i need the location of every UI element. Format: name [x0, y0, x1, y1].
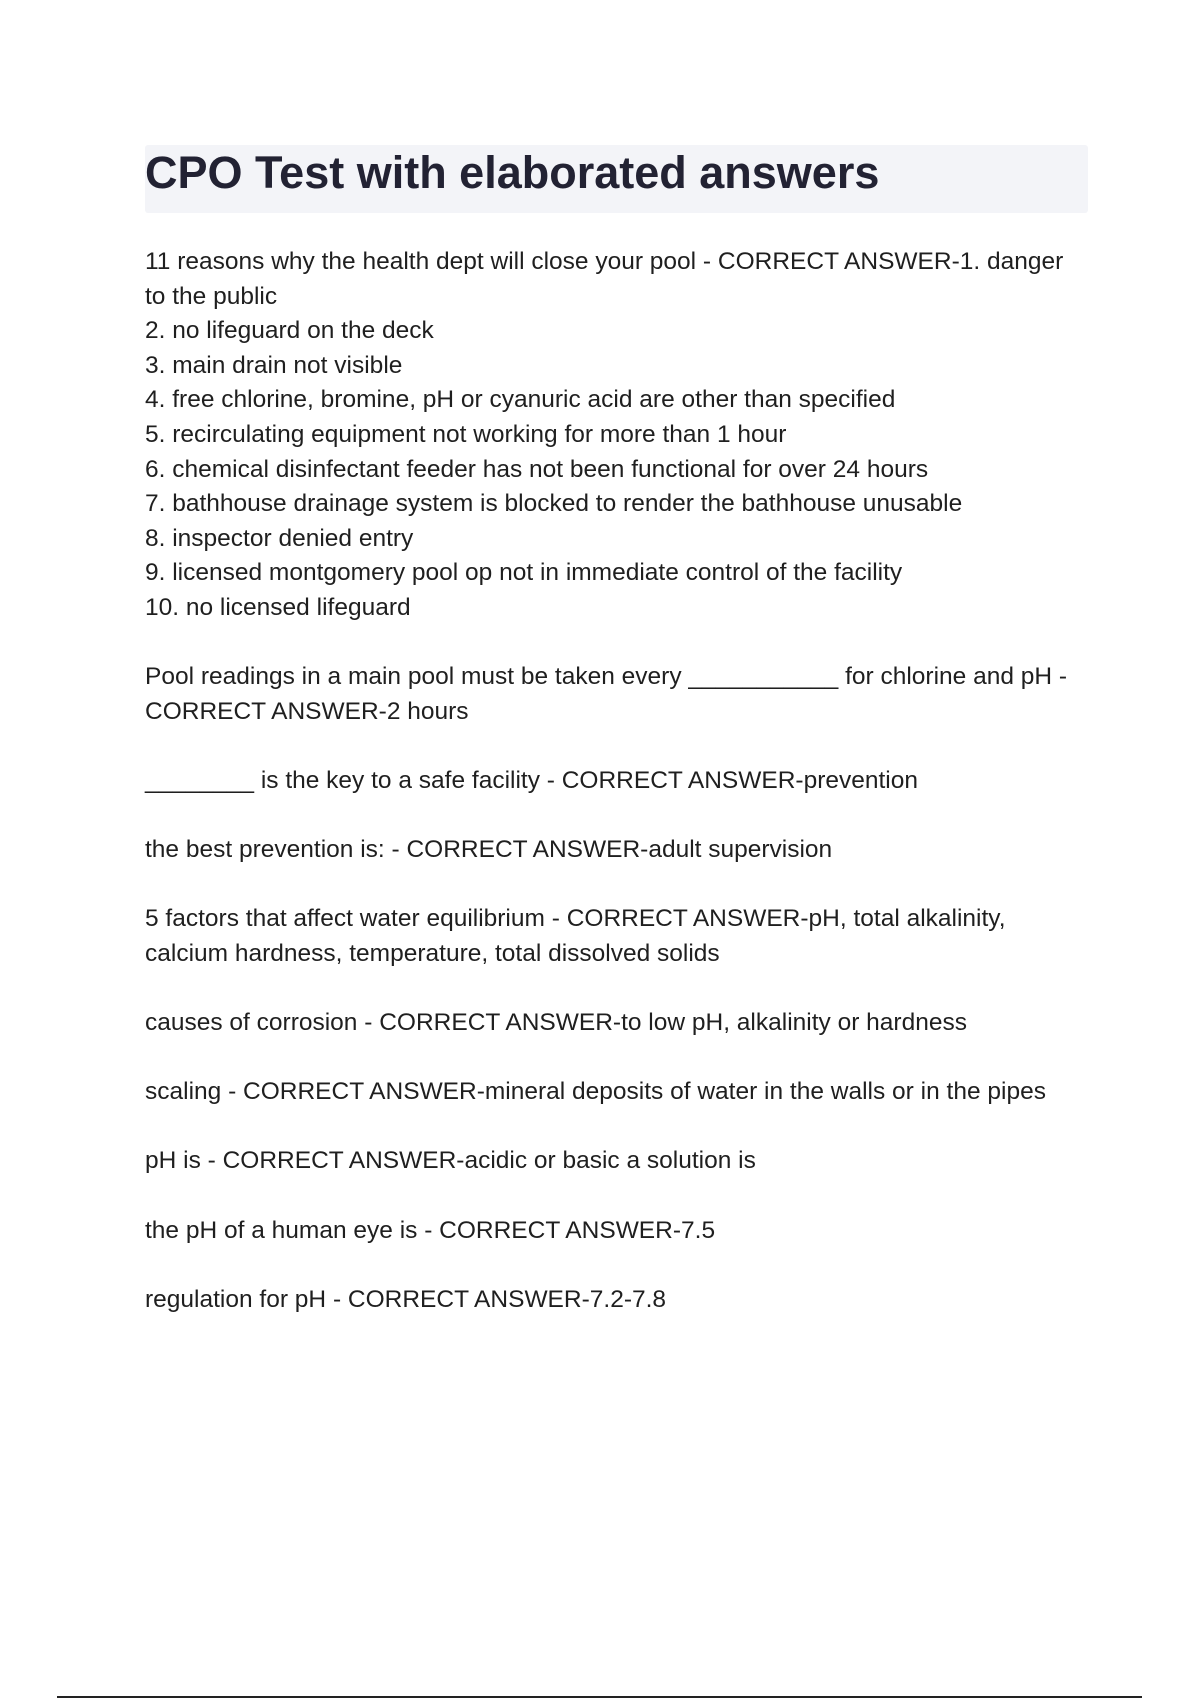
- answer-text: 7.5: [681, 1216, 716, 1244]
- answer-separator: - CORRECT ANSWER-: [544, 905, 809, 933]
- answer-text: adult supervision: [648, 836, 833, 864]
- qa-item: [145, 1006, 1085, 1041]
- qa-item: [145, 660, 1085, 729]
- page-title: CPO Test with elaborated answers: [145, 147, 880, 198]
- question-text: pH is: [145, 1147, 201, 1175]
- answer-text: 2 hours: [386, 697, 469, 725]
- answer-list-item: 7. bathhouse drainage system is blocked to render the bathhouse unusable: [145, 490, 963, 518]
- qa-item: [145, 245, 1085, 626]
- answer-list-item: 4. free chlorine, bromine, pH or cyanuric acid are other than specified: [145, 386, 896, 414]
- answer-list-item: 10. no licensed lifeguard: [145, 593, 411, 621]
- answer-separator: - CORRECT ANSWER-: [326, 1285, 590, 1313]
- question-text: the pH of a human eye is: [145, 1216, 418, 1244]
- answer-text: to low pH, alkalinity or hardness: [621, 1009, 967, 1037]
- answer-text: pH, total alkalinity, calcium hardness, temperature, total dissolved solids: [145, 905, 1006, 967]
- answer-text: acidic or basic a solution is: [464, 1147, 756, 1175]
- qa-item: [145, 902, 1085, 971]
- answer-text: 7.2-7.8: [589, 1285, 667, 1313]
- answer-separator: - CORRECT ANSWER-: [539, 766, 804, 794]
- qa-item: [145, 833, 1085, 868]
- question-text: ________ is the key to a safe facility: [145, 766, 540, 794]
- footer-divider: [57, 1696, 1142, 1698]
- answer-separator: - CORRECT ANSWER-: [384, 836, 649, 864]
- question-text: 5 factors that affect water equilibrium: [145, 905, 545, 933]
- answer-list-item: 8. inspector denied entry: [145, 524, 414, 552]
- answer-list-item: 2. no lifeguard on the deck: [145, 317, 434, 345]
- answer-list-item: 6. chemical disinfectant feeder has not been functional for over 24 hours: [145, 455, 929, 483]
- qa-item: [145, 1283, 1085, 1318]
- answer-separator: - CORRECT ANSWER-: [696, 248, 960, 275]
- answer-list-item: 3. main drain not visible: [145, 351, 403, 379]
- answer-list: [145, 314, 1085, 625]
- title-banner: [145, 145, 1088, 213]
- question-text: 11 reasons why the health dept will close your pool: [145, 248, 697, 275]
- question-text: causes of corrosion: [145, 1009, 358, 1037]
- question-text: Pool readings in a main pool must be taken every ___________ for chlorine and pH: [145, 663, 1053, 691]
- answer-separator: - CORRECT ANSWER-: [221, 1078, 485, 1106]
- answer-separator: - CORRECT ANSWER-: [145, 663, 1068, 725]
- qa-first-line: [145, 245, 1085, 314]
- qa-content: [145, 245, 1085, 1352]
- question-text: regulation for pH: [145, 1285, 327, 1313]
- answer-separator: - CORRECT ANSWER-: [200, 1147, 465, 1175]
- answer-separator: - CORRECT ANSWER-: [417, 1216, 682, 1244]
- answer-text: 1. danger to the public: [145, 248, 1064, 310]
- answer-separator: - CORRECT ANSWER-: [357, 1009, 622, 1037]
- qa-item: [145, 1075, 1085, 1110]
- answer-list-item: 5. recirculating equipment not working for more than 1 hour: [145, 420, 787, 448]
- answer-text: prevention: [803, 766, 919, 794]
- qa-item: [145, 1144, 1085, 1179]
- qa-item: [145, 1214, 1085, 1249]
- answer-text: mineral deposits of water in the walls or in the pipes: [484, 1078, 1046, 1106]
- question-text: scaling: [145, 1078, 222, 1106]
- answer-list-item: 9. licensed montgomery pool op not in immediate control of the facility: [145, 559, 903, 587]
- qa-item: [145, 764, 1085, 799]
- question-text: the best prevention is:: [145, 836, 385, 864]
